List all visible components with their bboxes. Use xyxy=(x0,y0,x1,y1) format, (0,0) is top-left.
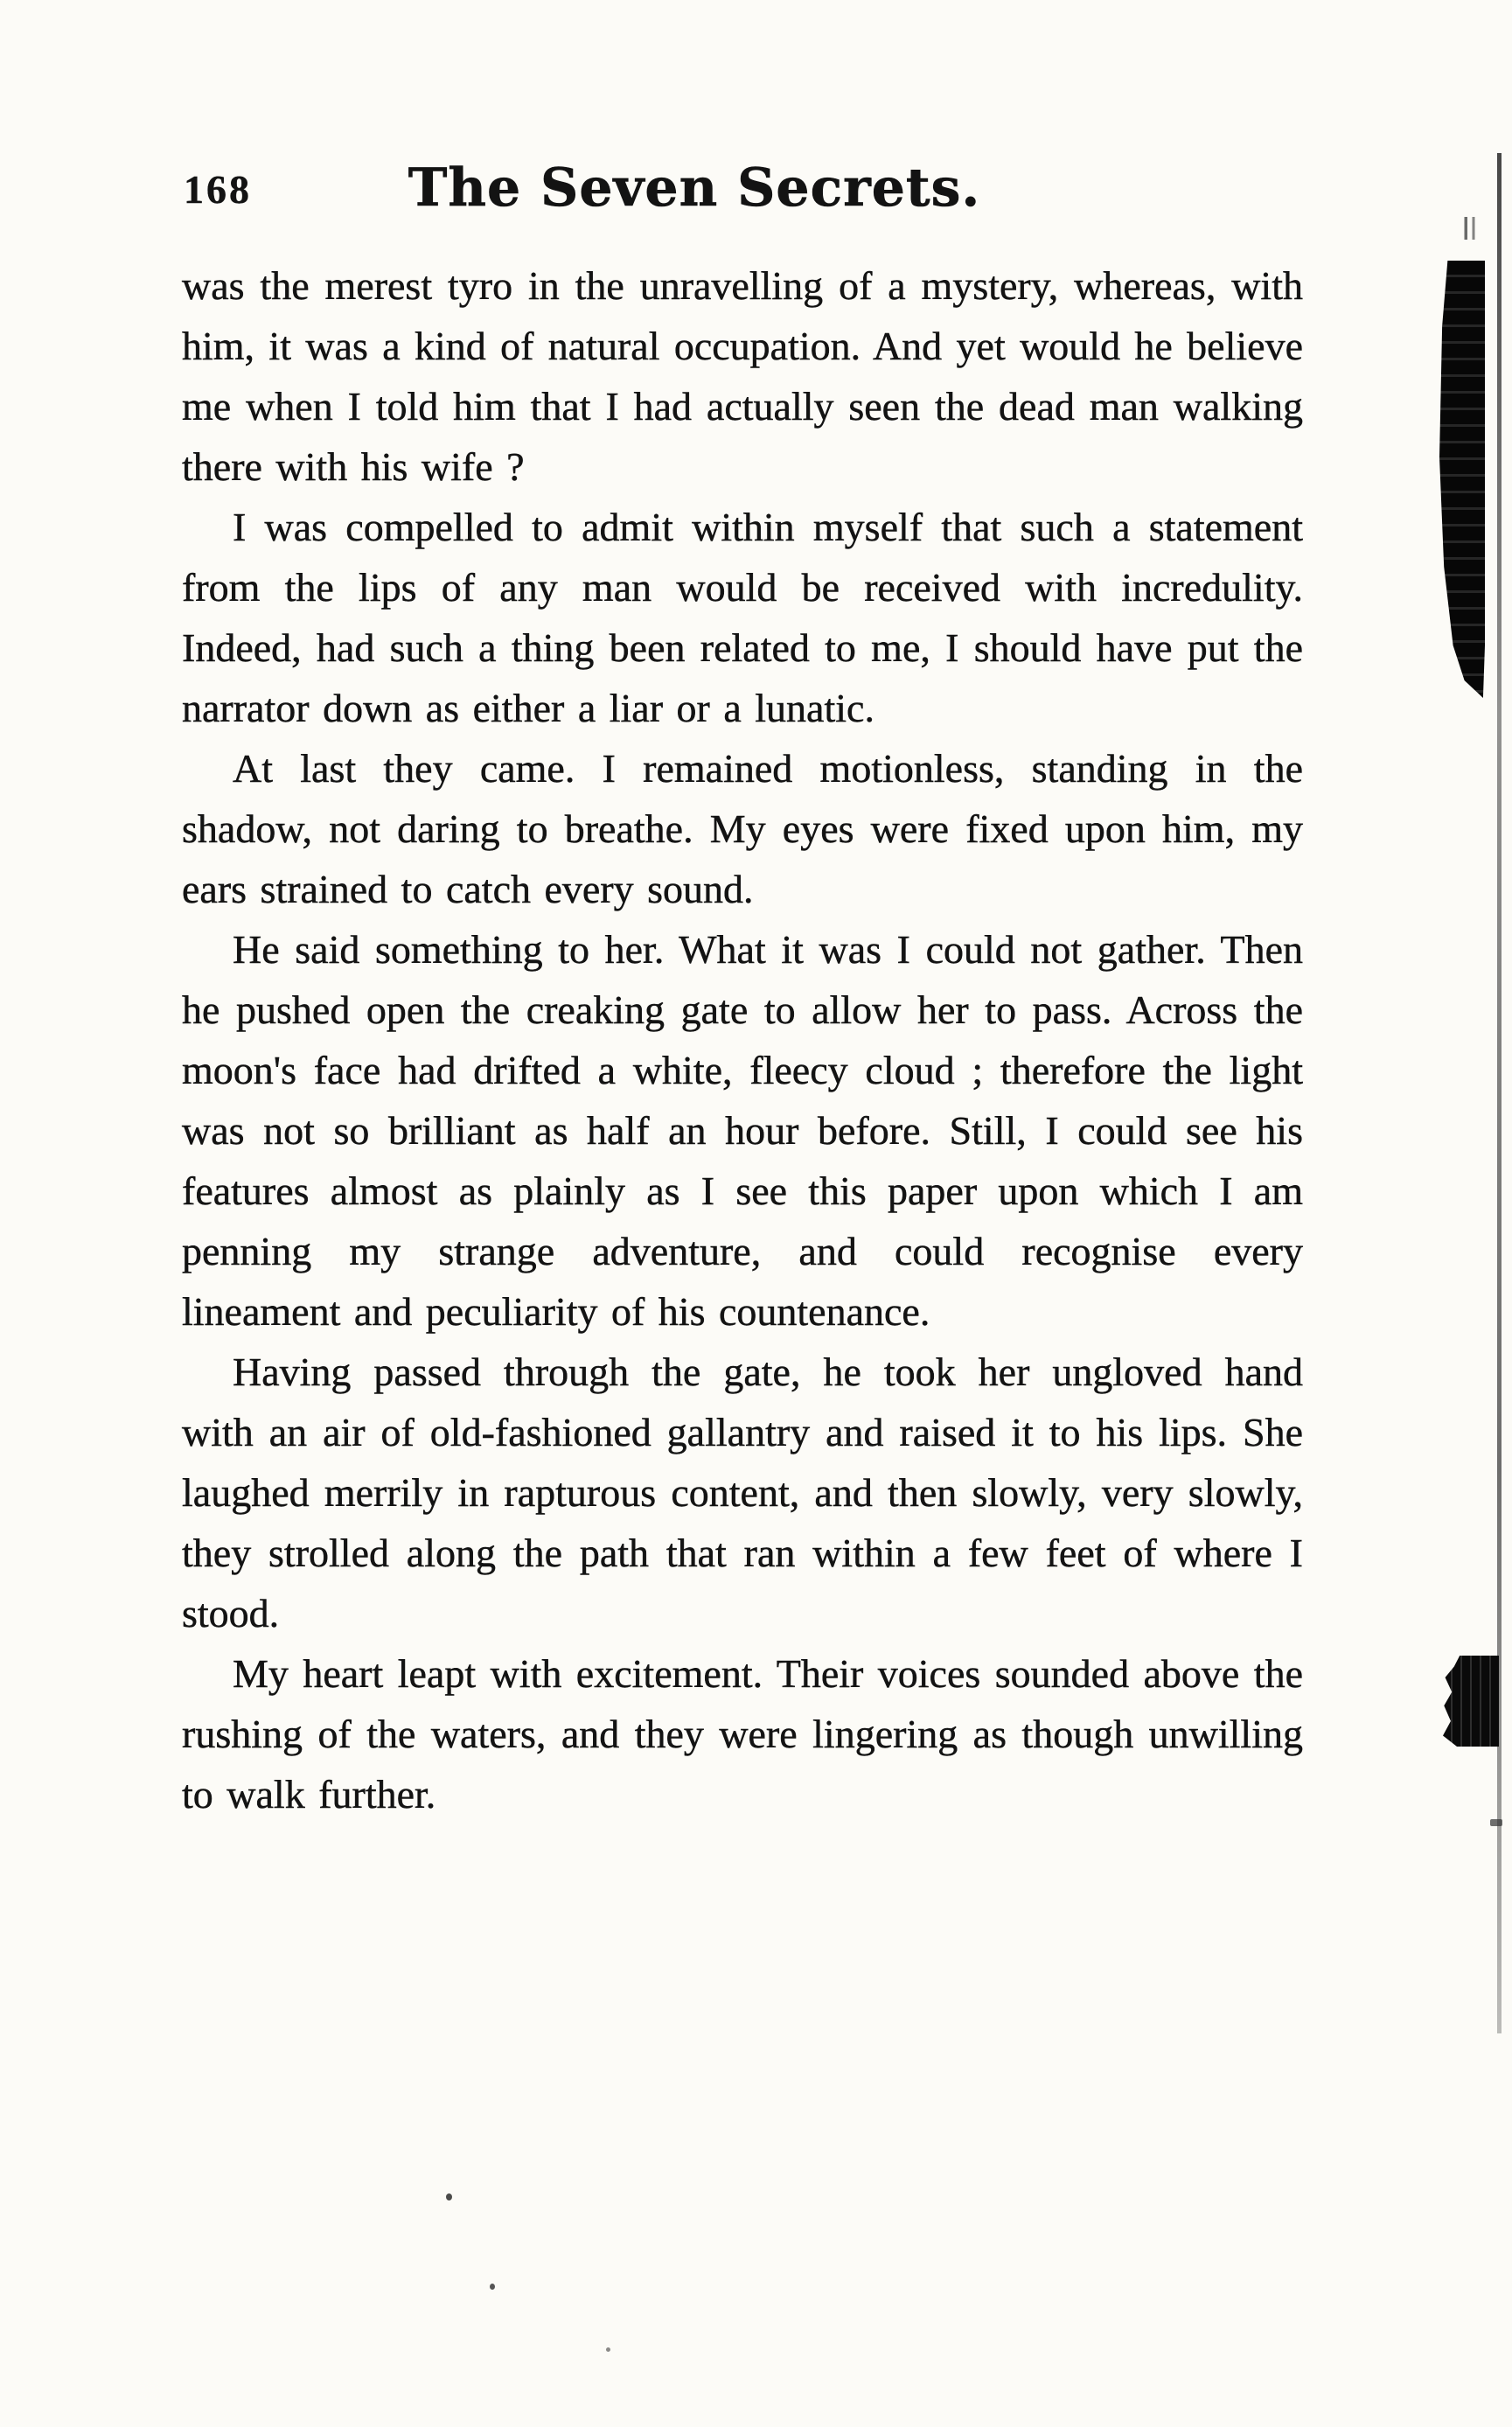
paragraph: was the merest tyro in the unravelling of a mystery, whereas, with him, it was a kind of natural occupation. And yet would he believe me when I told him that I had actually seen the dead man walking there with his wife ? xyxy=(182,263,1303,489)
paragraph: He said something to her. What it was I could not gather. Then he pushed open the creaking gate to allow her to pass. Across the moon's face had drifted a white, fleecy cloud ; therefore the light was not so brilliant as half an hour before. Still, I could see his features almost as plainly as I see this paper upon which I am penning my strange adventure, and could recognise every lineament and peculiarity of his countenance. xyxy=(182,927,1303,1334)
paragraph: I was compelled to admit within myself that such a statement from the lips of any man would be received with incredulity. Indeed, had such a thing been related to me, I should have put the narrator down as either a liar or a lunatic. xyxy=(182,505,1303,730)
paragraph: My heart leapt with excitement. Their voices sounded above the rushing of the waters, and they were lingering as though unwilling to walk further. xyxy=(182,1651,1303,1817)
scan-speck xyxy=(606,2347,610,2352)
scan-speck xyxy=(490,2284,495,2290)
paragraph: Having passed through the gate, he took her ungloved hand with an air of old-fashioned gallantry and raised it to his lips. She laughed merrily in rapturous content, and then slowly, very slowly, they strolled along the path that ran within a few feet of where I stood. xyxy=(182,1349,1303,1635)
scan-artifact-edge-line xyxy=(1497,153,1502,2033)
scan-artifact-edge-mark xyxy=(1459,217,1478,240)
scan-speck xyxy=(446,2193,452,2200)
scan-artifact-ink-bar xyxy=(1439,261,1485,698)
text-block xyxy=(182,157,1303,1824)
page-header xyxy=(182,157,1303,255)
scan-artifact-ink-blob xyxy=(1443,1656,1499,1747)
page-title: The Seven Secrets. xyxy=(408,157,981,219)
page-number: 168 xyxy=(184,167,252,212)
body-text xyxy=(182,255,1303,1824)
scan-artifact-edge-tick xyxy=(1490,1819,1502,1826)
paragraph: At last they came. I remained motionless, standing in the shadow, not daring to breathe. My eyes were fixed upon him, my ears strained to catch every sound. xyxy=(182,746,1303,911)
